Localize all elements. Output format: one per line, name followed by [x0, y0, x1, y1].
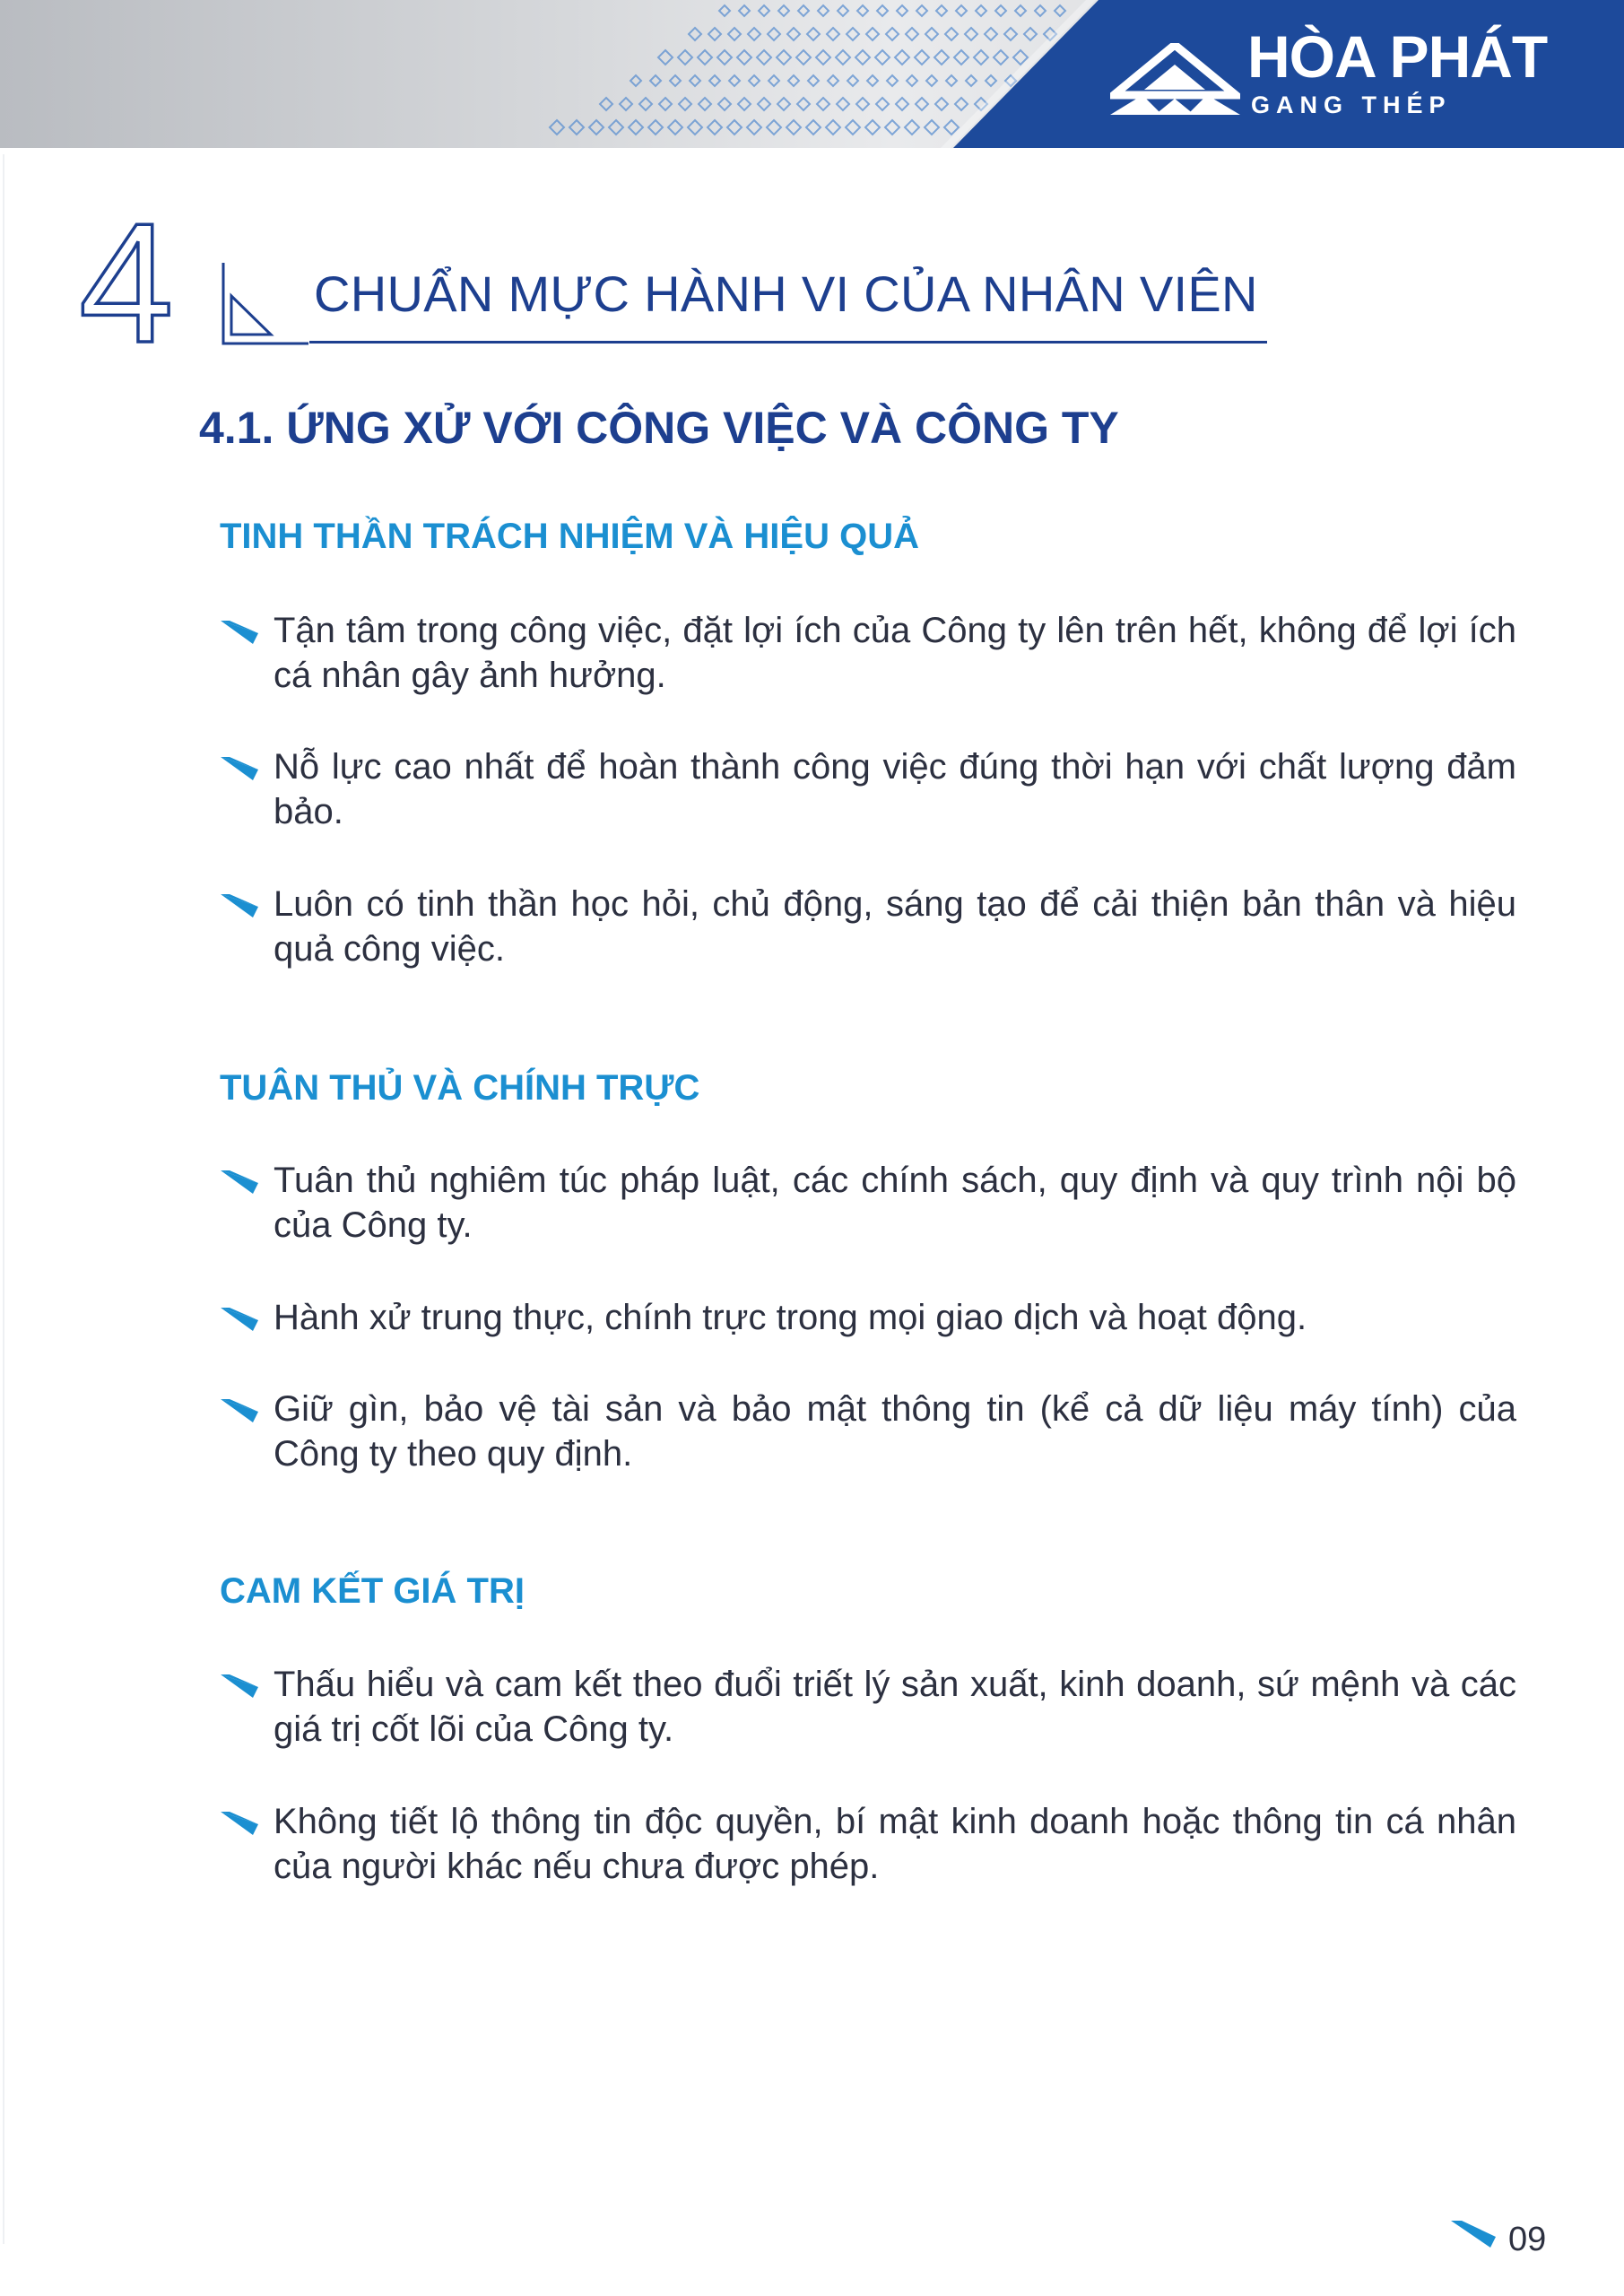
subsection-title-values: CAM KẾT GIÁ TRỊ: [220, 1571, 525, 1611]
list-item-text: Nỗ lực cao nhất để hoàn thành công việc đúng thời hạn với chất lượng đảm bảo.: [274, 747, 1516, 831]
list-item: [221, 1295, 1516, 1340]
list-item-text: Luôn có tinh thần học hỏi, chủ động, sáng tạo để cải thiện bản thân và hiệu quả công việc.: [274, 884, 1516, 969]
chapter-number-text: 4: [79, 209, 174, 352]
bullet-triangle-icon: [221, 1812, 258, 1835]
page-number: 09: [1508, 2221, 1547, 2258]
list-item: [221, 1387, 1516, 1476]
list-item: [221, 1799, 1516, 1889]
list-item-text: Thấu hiểu và cam kết theo đuổi triết lý sản xuất, kinh doanh, sứ mệnh và các giá trị cốt lõi của Công ty.: [274, 1665, 1516, 1749]
bullet-triangle-icon: [221, 894, 258, 918]
brand-name: HÒA PHÁT: [1247, 23, 1548, 90]
list-item: [221, 744, 1516, 834]
list-item-text: Tận tâm trong công việc, đặt lợi ích của Công ty lên trên hết, không để lợi ích cá nhân gây ảnh hưởng.: [274, 611, 1516, 695]
bullet-triangle-icon: [221, 757, 258, 780]
bullet-triangle-icon: [221, 1308, 258, 1331]
section-title: 4.1. ỨNG XỬ VỚI CÔNG VIỆC VÀ CÔNG TY: [199, 403, 1119, 453]
chapter-number: [79, 209, 213, 352]
chapter-title: CHUẨN MỰC HÀNH VI CỦA NHÂN VIÊN: [314, 265, 1258, 322]
list-item: [221, 1158, 1516, 1248]
bullet-triangle-icon: [221, 1399, 258, 1422]
list-item: [221, 608, 1516, 698]
hoa-phat-logo-icon: [1110, 43, 1240, 117]
chapter-corner-icon: [221, 260, 310, 346]
subsection-title-responsibility: TINH THẦN TRÁCH NHIỆM VÀ HIỆU QUẢ: [220, 517, 919, 556]
list-item-text: Tuân thủ nghiêm túc pháp luật, các chính sách, quy định và quy trình nội bộ của Công ty.: [274, 1161, 1516, 1245]
list-item-text: Giữ gìn, bảo vệ tài sản và bảo mật thông tin (kể cả dữ liệu máy tính) của Công ty theo quy định.: [274, 1389, 1516, 1474]
bullet-triangle-icon: [221, 1170, 258, 1194]
subsection-title-compliance: TUÂN THỦ VÀ CHÍNH TRỰC: [220, 1068, 700, 1108]
left-margin-rule: [3, 154, 4, 2244]
list-item-text: Hành xử trung thực, chính trực trong mọi giao dịch và hoạt động.: [274, 1298, 1307, 1337]
brand-subtitle: GANG THÉP: [1251, 91, 1452, 118]
chapter-underline: [309, 341, 1267, 344]
list-item: [221, 882, 1516, 971]
bullet-triangle-icon: [221, 621, 258, 644]
list-item-text: Không tiết lộ thông tin độc quyền, bí mật kinh doanh hoặc thông tin cá nhân của người khác nếu chưa được phép.: [274, 1802, 1516, 1886]
list-item: [221, 1662, 1516, 1752]
bullet-triangle-icon: [221, 1674, 258, 1698]
page-number-triangle-icon: [1451, 2221, 1496, 2248]
